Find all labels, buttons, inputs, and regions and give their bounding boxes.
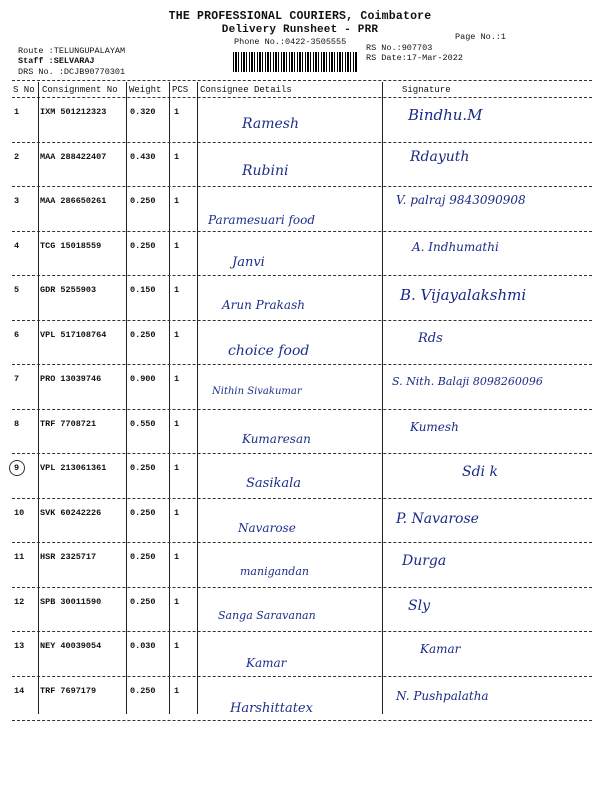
row-consignee: Ramesh (242, 116, 299, 132)
row-weight: 0.250 (130, 329, 156, 340)
row-consignment: SPB 30011590 (40, 596, 102, 607)
col-weight: Weight (129, 85, 162, 95)
row-sno: 10 (14, 507, 25, 518)
row-weight: 0.250 (130, 596, 156, 607)
row-signature: Sly (408, 597, 430, 614)
row-consignee: Janvi (232, 254, 265, 270)
row-pcs: 1 (174, 418, 180, 429)
row-weight: 0.250 (130, 463, 156, 473)
row-divider (12, 186, 592, 187)
row-pcs: 1 (174, 685, 180, 696)
row-sno: 7 (14, 374, 20, 384)
col-line-1 (38, 82, 39, 714)
row-consignment: NEY 40039054 (40, 641, 102, 651)
row-sno: 12 (14, 596, 25, 607)
header-divider-top (12, 80, 592, 81)
row-sno: 2 (14, 151, 20, 162)
row-pcs: 1 (174, 329, 180, 340)
row-weight: 0.250 (130, 196, 156, 206)
row-consignment: IXM 501212323 (40, 107, 107, 117)
row-consignment: HSR 2325717 (40, 552, 97, 562)
row-consignee: Harshittatex (230, 700, 313, 716)
row-consignment: SVK 60242226 (40, 507, 102, 518)
col-line-2 (126, 82, 127, 714)
phone-number: Phone No.:0422-3505555 (234, 37, 347, 47)
row-consignment: VPL 213061361 (40, 463, 107, 473)
sheet-title: Delivery Runsheet - PRR (221, 24, 379, 36)
row-weight: 0.250 (130, 507, 156, 518)
row-sno: 9 (14, 463, 20, 473)
row-pcs: 1 (174, 285, 180, 295)
row-sno: 6 (14, 329, 20, 340)
serial-circle-mark (9, 460, 25, 476)
row-weight: 0.250 (130, 552, 156, 562)
row-pcs: 1 (174, 151, 180, 162)
row-pcs: 1 (174, 196, 180, 206)
row-sno: 3 (14, 196, 20, 206)
route-row (18, 46, 125, 56)
row-signature: N. Pushpalatha (396, 688, 489, 703)
rs-date: RS Date:17-Mar-2022 (366, 53, 463, 63)
row-divider (12, 409, 592, 410)
row-weight: 0.150 (130, 285, 156, 295)
row-sno: 13 (14, 641, 25, 651)
staff-label: Staff : (18, 56, 54, 66)
col-line-3 (169, 82, 170, 714)
row-sno: 14 (14, 685, 25, 696)
row-weight: 0.030 (130, 641, 156, 651)
row-divider (12, 631, 592, 632)
row-divider (12, 542, 592, 543)
row-divider (12, 320, 592, 321)
row-consignment: MAA 286650261 (40, 196, 107, 206)
route-value: TELUNGUPALAYAM (53, 46, 126, 56)
drs-value: :DCJB90770301 (58, 67, 126, 77)
drs-label: DRS No. (18, 67, 54, 77)
row-sno: 11 (14, 552, 25, 562)
route-label: Route : (18, 46, 54, 56)
staff-value: SELVARAJ (53, 56, 95, 66)
row-pcs: 1 (174, 596, 180, 607)
row-signature: Rds (418, 330, 443, 346)
row-consignment: TCG 15018559 (40, 240, 102, 251)
row-consignee: manigandan (240, 565, 309, 578)
col-consignment: Consignment No (42, 85, 118, 95)
row-weight: 0.250 (130, 685, 156, 696)
staff-row (18, 56, 95, 66)
row-divider (12, 231, 592, 232)
col-line-5 (382, 82, 383, 714)
col-consignee: Consignee Details (200, 85, 292, 95)
row-consignee: Kamar (246, 656, 287, 670)
row-consignee: Paramesuari food (208, 213, 316, 227)
row-divider (12, 720, 592, 721)
row-signature: S. Nith. Balaji 8098260096 (392, 375, 543, 388)
row-weight: 0.250 (130, 240, 156, 251)
row-signature: Sdi k (462, 464, 498, 480)
page-number: Page No.:1 (455, 32, 507, 42)
row-signature: B. Vijayalakshmi (400, 286, 527, 304)
row-sno: 8 (14, 418, 20, 429)
header-divider-bottom (12, 97, 592, 98)
row-pcs: 1 (174, 507, 180, 518)
row-signature: A. Indhumathi (412, 239, 499, 254)
row-consignee: Sasikala (246, 476, 302, 491)
barcode (233, 52, 357, 72)
row-divider (12, 364, 592, 365)
row-consignee: Navarose (238, 520, 296, 535)
row-divider (12, 498, 592, 499)
row-consignee: Sanga Saravanan (218, 608, 316, 622)
row-pcs: 1 (174, 463, 180, 473)
row-weight: 0.430 (130, 151, 156, 162)
row-consignment: VPL 517108764 (40, 329, 107, 340)
row-pcs: 1 (174, 552, 180, 562)
row-consignment: TRF 7708721 (40, 418, 97, 429)
col-line-4 (197, 82, 198, 714)
row-consignment: PRO 13039746 (40, 374, 102, 384)
row-pcs: 1 (174, 107, 180, 117)
col-signature: Signature (402, 85, 451, 95)
row-consignee: choice food (228, 342, 310, 359)
row-signature: V. palraj 9843090908 (396, 193, 526, 207)
row-consignee: Nithin Sivakumar (212, 386, 302, 397)
row-signature: Bindhu.M (408, 106, 483, 124)
row-divider (12, 453, 592, 454)
row-weight: 0.550 (130, 418, 156, 429)
row-signature: Kamar (420, 642, 461, 656)
row-consignment: GDR 5255903 (40, 285, 97, 295)
company-title: THE PROFESSIONAL COURIERS, Coimbatore (168, 10, 432, 23)
row-sno: 5 (14, 285, 20, 295)
row-divider (12, 587, 592, 588)
row-divider (12, 275, 592, 276)
row-pcs: 1 (174, 641, 180, 651)
row-signature: Durga (402, 553, 447, 569)
col-sno: S No (13, 85, 35, 95)
row-sno: 4 (14, 240, 20, 251)
row-consignee: Arun Prakash (222, 298, 305, 312)
row-sno: 1 (14, 107, 20, 117)
row-consignee: Rubini (242, 162, 289, 179)
row-signature: P. Navarose (396, 510, 479, 527)
row-signature: Rdayuth (410, 148, 470, 165)
row-pcs: 1 (174, 240, 180, 251)
row-weight: 0.900 (130, 374, 156, 384)
row-consignment: MAA 288422407 (40, 151, 107, 162)
row-consignee: Kumaresan (242, 431, 311, 446)
row-signature: Kumesh (410, 419, 459, 434)
drs-row (18, 67, 125, 77)
row-divider (12, 676, 592, 677)
row-divider (12, 142, 592, 143)
col-pcs: PCS (172, 85, 189, 95)
row-pcs: 1 (174, 374, 180, 384)
row-consignment: TRF 7697179 (40, 685, 97, 696)
rs-number: RS No.:907703 (366, 43, 433, 53)
row-weight: 0.320 (130, 107, 156, 117)
